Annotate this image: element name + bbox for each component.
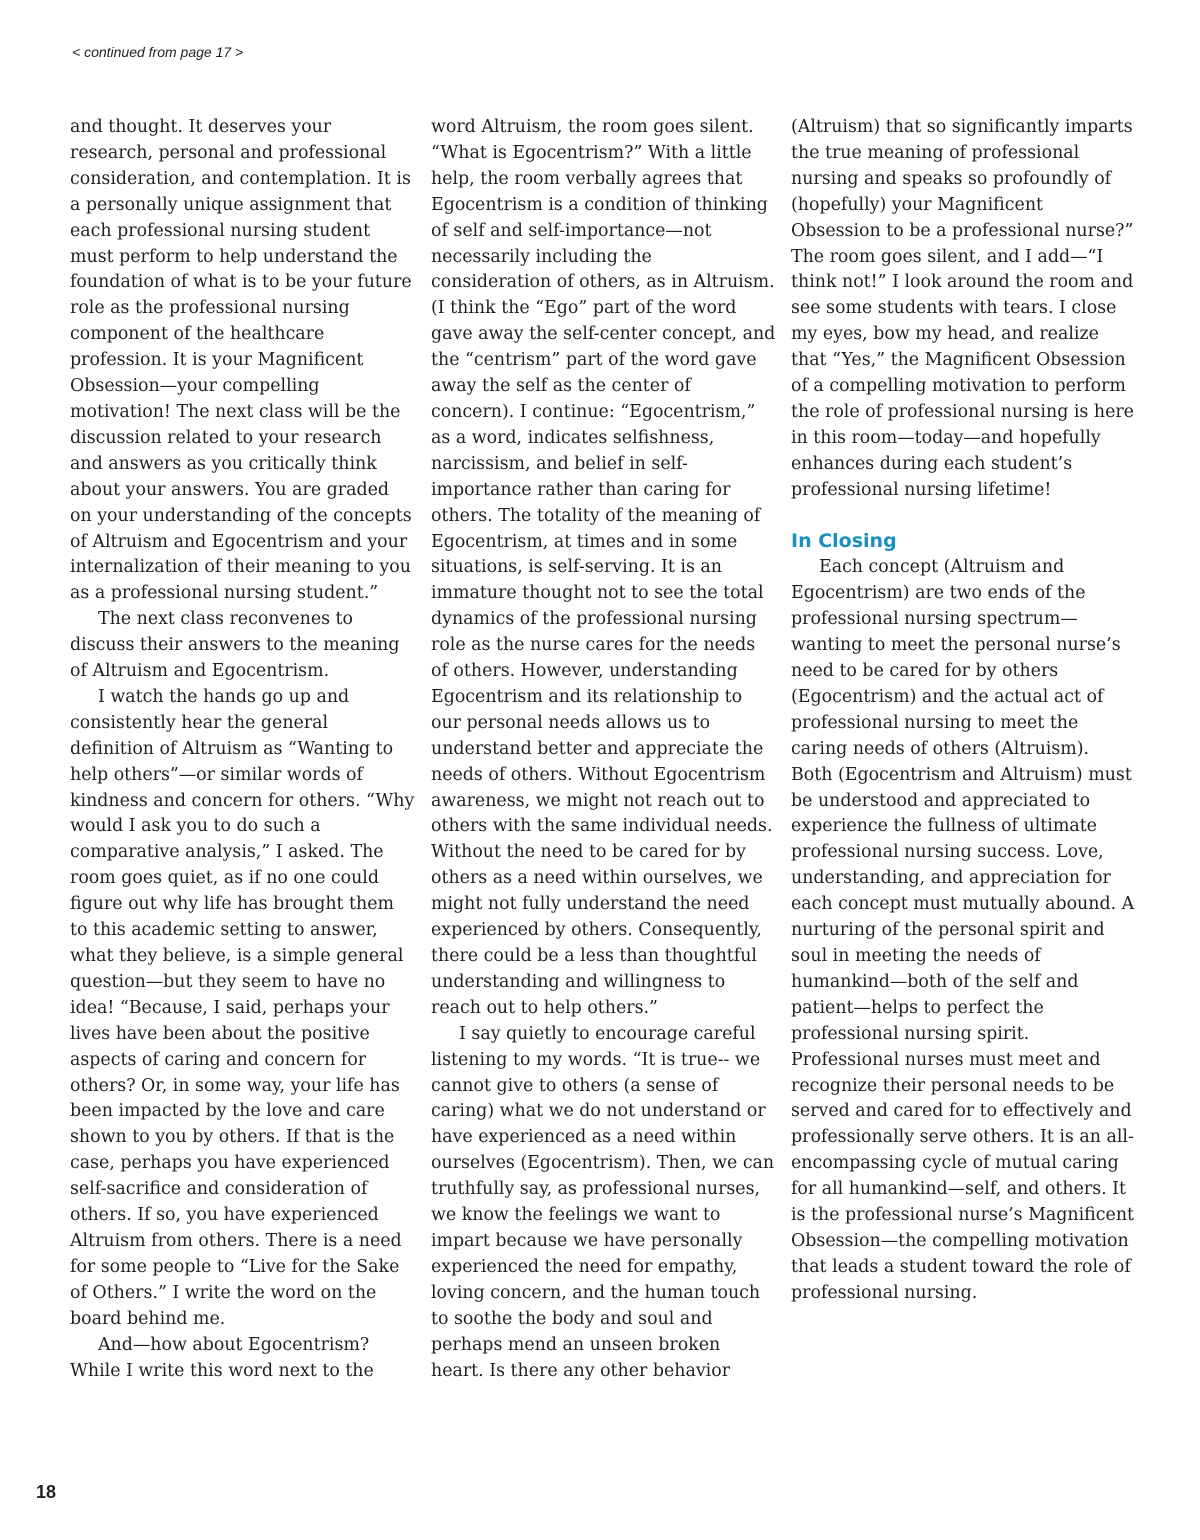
section-heading: In Closing bbox=[791, 530, 897, 553]
paragraph: (Altruism) that so significantly imparts the true meaning of professional nursing and speaks so profoundly of (hopefully) your Magnificent Obsession to be a professional nurse?” The room goes silent, and I add—“I think not!” I look around the room and see some students with tears. I close my eyes, bow my head, and realize that “Yes,” the Magnificent Obsession of a compelling motivation to perform the role of professional nursing is here in this room—today—and hopefully enhances during each student’s professional nursing lifetime! bbox=[791, 117, 1134, 500]
paragraph: The next class reconvenes to discuss their answers to the meaning of Altruism and Egocentrism. bbox=[70, 609, 400, 682]
article-column-3 bbox=[791, 115, 1136, 1307]
article-column-1 bbox=[70, 115, 415, 1384]
continued-note: < continued from page 17 > bbox=[72, 44, 244, 60]
paragraph: And—how about Egocentrism? While I write this word next to the bbox=[70, 1334, 374, 1381]
page-number: 18 bbox=[36, 1482, 57, 1502]
paragraph: word Altruism, the room goes silent. “What is Egocentrism?” With a little help, the room verbally agrees that Egocentrism is a condition of thinking of self and self-importance—not necessarily including the consideration of others, as in Altruism. (I think the “Ego” part of the word gave away the self-center concept, and the “centrism” part of the word gave away the self as the center of concern). I continue: “Egocentrism,” as a word, indicates selfishness, narcissism, and belief in self-importance rather than caring for others. The totality of the meaning of Egocentrism, at times and in some situations, is self-serving. It is an immature thought not to see the total dynamics of the professional nursing role as the nurse cares for the needs of others. However, understanding Egocentrism and its relationship to our personal needs allows us to understand better and appreciate the needs of others. Without Egocentrism awareness, we might not reach out to others with the same individual needs. Without the need to be cared for by others as a need within ourselves, we might not fully understand the need experienced by others. Consequently, there could be a less than thoughtful understanding and willingness to reach out to help others.” bbox=[431, 117, 776, 1018]
paragraph: Each concept (Altruism and Egocentrism) are two ends of the professional nursing spectrum—wanting to meet the personal nurse’s need to be cared for by others (Egocentrism) and the actual act of professional nursing to meet the caring needs of others (Altruism). Both (Egocentrism and Altruism) must be understood and appreciated to experience the fullness of ultimate professional nursing success. Love, understanding, and appreciation for each concept must mutually abound. A nurturing of the personal spirit and soul in meeting the needs of humankind—both of the self and patient—helps to perfect the professional nursing spirit. Professional nurses must meet and recognize their personal needs to be served and cared for to effectively and professionally serve others. It is an all-encompassing cycle of mutual caring for all humankind—self, and others. It is the professional nurse’s Magnificent Obsession—the compelling motivation that leads a student toward the role of professional nursing. bbox=[791, 557, 1135, 1303]
paragraph: I watch the hands go up and consistently hear the general definition of Altruism as “Wanting to help others”—or similar words of kindness and concern for others. “Why would I ask you to do such a comparative analysis,” I asked. The room goes quiet, as if no one could figure out why life has brought them to this academic setting to answer, what they believe, is a simple general question—but they seem to have no idea! “Because, I said, perhaps your lives have been about the positive aspects of caring and concern for others? Or, in some way, your life has been impacted by the love and care shown to you by others. If that is the case, perhaps you have experienced self-sacrifice and consideration of others. If so, you have experienced Altruism from others. There is a need for some people to “Live for the Sake of Others.” I write the word on the board behind me. bbox=[70, 686, 415, 1329]
paragraph: I say quietly to encourage careful listening to my words. “It is true-- we cannot give to others (a sense of caring) what we do not understand or have experienced as a need within ourselves (Egocentrism). Then, we can truthfully say, as professional nurses, we know the feelings we want to impart because we have personally experienced the need for empathy, loving concern, and the human touch to soothe the body and soul and perhaps mend an unseen broken heart. Is there any other behavior bbox=[431, 1023, 775, 1381]
paragraph: and thought. It deserves your research, personal and professional consideration, and contemplation. It is a personally unique assignment that each professional nursing student must perform to help understand the foundation of what is to be your future role as the professional nursing component of the healthcare profession. It is your Magnificent Obsession—your compelling motivation! The next class will be the discussion related to your research and answers as you critically think about your answers. You are graded on your understanding of the concepts of Altruism and Egocentrism and your internalization of their meaning to you as a professional nursing student.” bbox=[70, 117, 412, 604]
article-column-2 bbox=[431, 115, 776, 1384]
